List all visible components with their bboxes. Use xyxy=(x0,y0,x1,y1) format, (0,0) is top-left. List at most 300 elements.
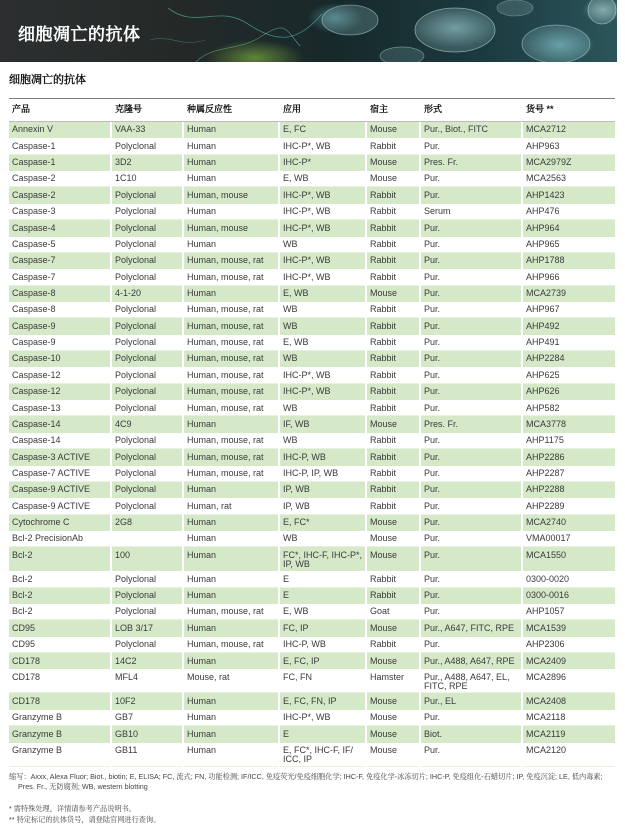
cell-host: Mouse xyxy=(367,726,421,742)
cell-species-reactivity: Human xyxy=(184,155,280,171)
cell-application: FC*, IHC-F, IHC-P*, IP, WB xyxy=(280,547,367,571)
cell-format: Pur. xyxy=(421,286,523,302)
cell-format: Pur. xyxy=(421,588,523,604)
catalog-number-note: ** 特定标记的抗体货号，请登陆官网进行查询。 xyxy=(9,815,161,824)
cell-clone: 1C10 xyxy=(112,171,184,187)
cell-catalog-number: AHP2289 xyxy=(523,498,615,514)
table-row xyxy=(9,367,615,383)
table-row xyxy=(9,637,615,653)
cell-application: WB xyxy=(280,351,367,367)
cell-catalog-number: MCA2408 xyxy=(523,693,615,709)
table-row xyxy=(9,571,615,587)
table-row xyxy=(9,237,615,253)
cell-catalog-number: AHP1057 xyxy=(523,604,615,620)
cell-clone: GB7 xyxy=(112,710,184,726)
cell-catalog-number: AHP2306 xyxy=(523,637,615,653)
banner-cell xyxy=(497,0,533,16)
cell-clone: Polyclonal xyxy=(112,466,184,482)
cell-clone: 100 xyxy=(112,547,184,571)
cell-catalog-number: MCA2896 xyxy=(523,669,615,693)
cell-clone: Polyclonal xyxy=(112,318,184,334)
table-row xyxy=(9,743,615,767)
cell-host: Rabbit xyxy=(367,571,421,587)
cell-format: Pur. xyxy=(421,547,523,571)
cell-clone: Polyclonal xyxy=(112,269,184,285)
cell-host: Mouse xyxy=(367,416,421,432)
cell-application: IHC-P*, WB xyxy=(280,204,367,220)
cell-application: E, FC xyxy=(280,122,367,138)
cell-product: CD95 xyxy=(9,620,112,636)
cell-format: Pres. Fr. xyxy=(421,416,523,432)
cell-product: Cytochrome C xyxy=(9,515,112,531)
cell-host: Rabbit xyxy=(367,220,421,236)
cell-host: Rabbit xyxy=(367,449,421,465)
cell-product: Caspase-9 xyxy=(9,335,112,351)
cell-clone: Polyclonal xyxy=(112,449,184,465)
cell-product: Bcl-2 xyxy=(9,588,112,604)
antibody-table xyxy=(9,98,615,767)
cell-catalog-number: AHP1175 xyxy=(523,433,615,449)
cell-product: Caspase-1 xyxy=(9,138,112,154)
cell-species-reactivity: Human xyxy=(184,204,280,220)
cell-host: Rabbit xyxy=(367,253,421,269)
banner-cell xyxy=(322,5,378,35)
table-row xyxy=(9,286,615,302)
cell-host: Rabbit xyxy=(367,588,421,604)
cell-host: Rabbit xyxy=(367,466,421,482)
banner-cell xyxy=(522,25,590,62)
cell-product: Annexin V xyxy=(9,122,112,138)
cell-format: Pur. xyxy=(421,743,523,767)
cell-species-reactivity: Human xyxy=(184,571,280,587)
special-handling-note: * 需特殊处理，详情请参考产品说明书。 xyxy=(9,804,136,813)
table-row xyxy=(9,253,615,269)
cell-product: Caspase-13 xyxy=(9,400,112,416)
cell-catalog-number: AHP625 xyxy=(523,367,615,383)
cell-clone: VAA-33 xyxy=(112,122,184,138)
cell-application: E xyxy=(280,726,367,742)
cell-product: Caspase-9 ACTIVE xyxy=(9,498,112,514)
cell-species-reactivity: Mouse, rat xyxy=(184,669,280,693)
cell-species-reactivity: Human, mouse, rat xyxy=(184,433,280,449)
cell-species-reactivity: Human xyxy=(184,237,280,253)
cell-catalog-number: AHP965 xyxy=(523,237,615,253)
cell-host: Rabbit xyxy=(367,335,421,351)
table-row xyxy=(9,416,615,432)
cell-catalog-number: AHP2288 xyxy=(523,482,615,498)
cell-host: Hamster xyxy=(367,669,421,693)
cell-clone: Polyclonal xyxy=(112,384,184,400)
cell-application: IHC-P*, WB xyxy=(280,384,367,400)
cell-host: Mouse xyxy=(367,286,421,302)
table-row xyxy=(9,171,615,187)
cell-product: Caspase-7 xyxy=(9,269,112,285)
cell-application: E, WB xyxy=(280,171,367,187)
cell-species-reactivity: Human, mouse, rat xyxy=(184,449,280,465)
table-row xyxy=(9,653,615,669)
cell-species-reactivity: Human xyxy=(184,416,280,432)
cell-application: WB xyxy=(280,237,367,253)
cell-product: Caspase-2 xyxy=(9,187,112,203)
cell-product: Caspase-5 xyxy=(9,237,112,253)
cell-application: WB xyxy=(280,433,367,449)
header-host: 宿主 xyxy=(367,98,421,122)
table-row xyxy=(9,302,615,318)
cell-format: Pur. xyxy=(421,367,523,383)
cell-clone: Polyclonal xyxy=(112,433,184,449)
cell-catalog-number: AHP966 xyxy=(523,269,615,285)
cell-format: Pur. xyxy=(421,138,523,154)
banner-cell xyxy=(415,8,495,52)
cell-product: Bcl-2 xyxy=(9,604,112,620)
cell-application: FC, IP xyxy=(280,620,367,636)
cell-application: IHC-P*, WB xyxy=(280,253,367,269)
cell-species-reactivity: Human xyxy=(184,653,280,669)
cell-host: Rabbit xyxy=(367,498,421,514)
cell-application: E, WB xyxy=(280,286,367,302)
cell-format: Pur. xyxy=(421,335,523,351)
table-row xyxy=(9,351,615,367)
cell-application: IP, WB xyxy=(280,498,367,514)
cell-clone: 4C9 xyxy=(112,416,184,432)
cell-species-reactivity: Human xyxy=(184,171,280,187)
table-row xyxy=(9,482,615,498)
cell-product: Caspase-8 xyxy=(9,302,112,318)
cell-application: IHC-P*, WB xyxy=(280,138,367,154)
cell-clone: Polyclonal xyxy=(112,351,184,367)
cell-product: Caspase-4 xyxy=(9,220,112,236)
cell-host: Rabbit xyxy=(367,400,421,416)
star-notes xyxy=(9,803,609,825)
cell-format: Pur. xyxy=(421,433,523,449)
cell-product: CD178 xyxy=(9,653,112,669)
cell-catalog-number: AHP582 xyxy=(523,400,615,416)
table-header-row xyxy=(9,98,615,122)
cell-format: Pur. xyxy=(421,466,523,482)
cell-format: Pur. xyxy=(421,187,523,203)
banner-filament xyxy=(168,8,322,37)
table-row xyxy=(9,204,615,220)
cell-catalog-number: MCA1539 xyxy=(523,620,615,636)
cell-clone: 3D2 xyxy=(112,155,184,171)
cell-product: Caspase-10 xyxy=(9,351,112,367)
cell-host: Mouse xyxy=(367,171,421,187)
cell-catalog-number: AHP967 xyxy=(523,302,615,318)
cell-product: Caspase-14 xyxy=(9,416,112,432)
cell-catalog-number: AHP964 xyxy=(523,220,615,236)
cell-catalog-number: AHP2287 xyxy=(523,466,615,482)
cell-host: Rabbit xyxy=(367,637,421,653)
table-row xyxy=(9,498,615,514)
cell-host: Rabbit xyxy=(367,318,421,334)
cell-clone: GB10 xyxy=(112,726,184,742)
table-header xyxy=(9,98,615,122)
cell-clone: Polyclonal xyxy=(112,220,184,236)
cell-species-reactivity: Human xyxy=(184,743,280,767)
cell-host: Mouse xyxy=(367,620,421,636)
cell-host: Rabbit xyxy=(367,237,421,253)
cell-species-reactivity: Human, mouse, rat xyxy=(184,351,280,367)
cell-catalog-number: MCA2120 xyxy=(523,743,615,767)
footnotes xyxy=(9,772,609,825)
cell-species-reactivity: Human, mouse, rat xyxy=(184,604,280,620)
cell-application: IHC-P*, WB xyxy=(280,367,367,383)
cell-format: Pur. xyxy=(421,220,523,236)
cell-host: Rabbit xyxy=(367,269,421,285)
cell-format: Pur., EL xyxy=(421,693,523,709)
cell-format: Pur., A647, FITC, RPE xyxy=(421,620,523,636)
cell-format: Pur., A488, A647, RPE xyxy=(421,653,523,669)
cell-application: IHC-P*, WB xyxy=(280,187,367,203)
cell-product: Caspase-12 xyxy=(9,367,112,383)
cell-catalog-number: AHP963 xyxy=(523,138,615,154)
cell-host: Rabbit xyxy=(367,433,421,449)
cell-clone: Polyclonal xyxy=(112,571,184,587)
cell-application: WB xyxy=(280,400,367,416)
cell-application: WB xyxy=(280,318,367,334)
table-row xyxy=(9,466,615,482)
cell-host: Rabbit xyxy=(367,187,421,203)
cell-host: Rabbit xyxy=(367,482,421,498)
cell-catalog-number: 0300-0020 xyxy=(523,571,615,587)
cell-host: Mouse xyxy=(367,531,421,547)
cell-format: Pur. xyxy=(421,269,523,285)
cell-application: E, FC* xyxy=(280,515,367,531)
cell-product: Caspase-9 xyxy=(9,318,112,334)
cell-catalog-number: MCA2739 xyxy=(523,286,615,302)
cell-species-reactivity: Human, mouse, rat xyxy=(184,335,280,351)
cell-product: Caspase-7 ACTIVE xyxy=(9,466,112,482)
cell-product: Caspase-8 xyxy=(9,286,112,302)
cell-host: Mouse xyxy=(367,122,421,138)
cell-format: Pur. xyxy=(421,710,523,726)
abbreviations-note: 缩写：Axxx, Alexa Fluor; Biot., biotin; E, ELISA; FC, 流式; FN, 功能检测; IF/ICC, 免疫荧光/免疫细胞化学; IHC-F, 免疫化学-冰冻切片; IHC-P, 免疫组化-石蜡切片; IP, 免疫沉淀; LE, 低内毒素; Pres. Fr., 无防腐剂; WB, western blotting xyxy=(9,772,603,791)
cell-species-reactivity: Human xyxy=(184,515,280,531)
header-product: 产品 xyxy=(9,98,112,122)
cell-species-reactivity: Human, mouse, rat xyxy=(184,367,280,383)
table-row xyxy=(9,669,615,693)
table-row xyxy=(9,155,615,171)
cell-format: Pur. xyxy=(421,604,523,620)
cell-product: Caspase-3 xyxy=(9,204,112,220)
cell-species-reactivity: Human xyxy=(184,588,280,604)
cell-application: IHC-P*, WB xyxy=(280,269,367,285)
cell-species-reactivity: Human, mouse, rat xyxy=(184,400,280,416)
cell-format: Pur. xyxy=(421,237,523,253)
cell-application: WB xyxy=(280,302,367,318)
cell-application: IHC-P*, WB xyxy=(280,710,367,726)
cell-product: Caspase-1 xyxy=(9,155,112,171)
cell-format: Pur. xyxy=(421,400,523,416)
banner-cell xyxy=(588,0,616,24)
cell-format: Pur. xyxy=(421,449,523,465)
cell-host: Rabbit xyxy=(367,302,421,318)
cell-clone: 4-1-20 xyxy=(112,286,184,302)
cell-format: Pur. xyxy=(421,253,523,269)
cell-host: Mouse xyxy=(367,653,421,669)
cell-species-reactivity: Human, mouse, rat xyxy=(184,637,280,653)
cell-catalog-number: MCA2979Z xyxy=(523,155,615,171)
cell-species-reactivity: Human xyxy=(184,693,280,709)
banner-title: 细胞凋亡的抗体 xyxy=(18,25,141,44)
cell-format: Pur. xyxy=(421,351,523,367)
cell-host: Mouse xyxy=(367,710,421,726)
cell-product: CD95 xyxy=(9,637,112,653)
cell-clone: Polyclonal xyxy=(112,498,184,514)
cell-host: Rabbit xyxy=(367,351,421,367)
table-row xyxy=(9,531,615,547)
cell-clone: 2G8 xyxy=(112,515,184,531)
cell-clone: Polyclonal xyxy=(112,204,184,220)
cell-format: Pres. Fr. xyxy=(421,155,523,171)
cell-clone: Polyclonal xyxy=(112,253,184,269)
table-row xyxy=(9,620,615,636)
cell-application: E, FC, FN, IP xyxy=(280,693,367,709)
cell-product: Granzyme B xyxy=(9,726,112,742)
table-body xyxy=(9,122,615,767)
cell-species-reactivity: Human xyxy=(184,531,280,547)
cell-application: IF, WB xyxy=(280,416,367,432)
cell-application: IHC-P, WB xyxy=(280,637,367,653)
cell-host: Goat xyxy=(367,604,421,620)
cell-clone xyxy=(112,531,184,547)
cell-species-reactivity: Human xyxy=(184,710,280,726)
cell-product: Bcl-2 PrecisionAb xyxy=(9,531,112,547)
cell-application: IHC-P, IP, WB xyxy=(280,466,367,482)
cell-application: IHC-P, WB xyxy=(280,449,367,465)
cell-catalog-number: 0300-0016 xyxy=(523,588,615,604)
cell-application: FC, FN xyxy=(280,669,367,693)
cell-species-reactivity: Human xyxy=(184,482,280,498)
cell-catalog-number: MCA2740 xyxy=(523,515,615,531)
cell-clone: Polyclonal xyxy=(112,604,184,620)
table-row xyxy=(9,515,615,531)
cell-species-reactivity: Human, mouse, rat xyxy=(184,318,280,334)
cell-format: Pur. xyxy=(421,302,523,318)
table-row xyxy=(9,220,615,236)
cell-clone: Polyclonal xyxy=(112,335,184,351)
cell-catalog-number: AHP476 xyxy=(523,204,615,220)
cell-product: CD178 xyxy=(9,693,112,709)
cell-host: Mouse xyxy=(367,547,421,571)
cell-host: Rabbit xyxy=(367,138,421,154)
cell-format: Pur. xyxy=(421,515,523,531)
cell-product: Caspase-9 ACTIVE xyxy=(9,482,112,498)
cell-format: Pur. xyxy=(421,571,523,587)
cell-catalog-number: MCA2563 xyxy=(523,171,615,187)
cell-host: Rabbit xyxy=(367,204,421,220)
table-row xyxy=(9,269,615,285)
cell-species-reactivity: Human xyxy=(184,547,280,571)
header-clone: 克隆号 xyxy=(112,98,184,122)
cell-application: IHC-P* xyxy=(280,155,367,171)
cell-catalog-number: AHP491 xyxy=(523,335,615,351)
cell-species-reactivity: Human, mouse, rat xyxy=(184,384,280,400)
cell-format: Pur. xyxy=(421,498,523,514)
cell-format: Pur. xyxy=(421,531,523,547)
cell-host: Mouse xyxy=(367,515,421,531)
cell-product: Caspase-7 xyxy=(9,253,112,269)
cell-format: Biot. xyxy=(421,726,523,742)
cell-format: Pur. xyxy=(421,637,523,653)
table-row xyxy=(9,604,615,620)
cell-catalog-number: MCA2712 xyxy=(523,122,615,138)
banner-filament xyxy=(196,28,300,62)
cell-application: WB xyxy=(280,531,367,547)
cell-clone: GB11 xyxy=(112,743,184,767)
cell-catalog-number: MCA1550 xyxy=(523,547,615,571)
cell-species-reactivity: Human, mouse, rat xyxy=(184,466,280,482)
cell-application: E xyxy=(280,571,367,587)
cell-species-reactivity: Human, mouse, rat xyxy=(184,253,280,269)
cell-product: Caspase-14 xyxy=(9,433,112,449)
cell-catalog-number: AHP1423 xyxy=(523,187,615,203)
header-banner xyxy=(0,0,617,62)
cell-product: CD178 xyxy=(9,669,112,693)
header-application: 应用 xyxy=(280,98,367,122)
cell-catalog-number: MCA2118 xyxy=(523,710,615,726)
section-title: 细胞凋亡的抗体 xyxy=(9,74,86,86)
cell-species-reactivity: Human xyxy=(184,122,280,138)
cell-catalog-number: VMA00017 xyxy=(523,531,615,547)
cell-product: Caspase-2 xyxy=(9,171,112,187)
banner-cell xyxy=(380,47,424,62)
cell-species-reactivity: Human, rat xyxy=(184,498,280,514)
cell-clone: Polyclonal xyxy=(112,588,184,604)
table-row xyxy=(9,433,615,449)
cell-clone: LOB 3/17 xyxy=(112,620,184,636)
cell-format: Pur. xyxy=(421,482,523,498)
cell-clone: Polyclonal xyxy=(112,302,184,318)
cell-species-reactivity: Human, mouse xyxy=(184,187,280,203)
cell-species-reactivity: Human, mouse xyxy=(184,220,280,236)
cell-product: Granzyme B xyxy=(9,710,112,726)
cell-product: Caspase-3 ACTIVE xyxy=(9,449,112,465)
cell-clone: Polyclonal xyxy=(112,400,184,416)
cell-catalog-number: AHP1788 xyxy=(523,253,615,269)
banner-filament xyxy=(150,38,205,42)
cell-species-reactivity: Human xyxy=(184,286,280,302)
cell-clone: Polyclonal xyxy=(112,637,184,653)
table-row xyxy=(9,710,615,726)
cell-species-reactivity: Human, mouse, rat xyxy=(184,302,280,318)
table-row xyxy=(9,449,615,465)
cell-application: E, FC*, IHC-F, IF/ ICC, IP xyxy=(280,743,367,767)
cell-product: Bcl-2 xyxy=(9,571,112,587)
cell-clone: 10F2 xyxy=(112,693,184,709)
cell-application: E, FC, IP xyxy=(280,653,367,669)
cell-host: Rabbit xyxy=(367,384,421,400)
header-format: 形式 xyxy=(421,98,523,122)
cell-catalog-number: AHP626 xyxy=(523,384,615,400)
table-row xyxy=(9,547,615,571)
cell-application: E xyxy=(280,588,367,604)
cell-host: Mouse xyxy=(367,155,421,171)
table-row xyxy=(9,318,615,334)
cell-clone: Polyclonal xyxy=(112,138,184,154)
cell-format: Pur., A488, A647, EL, FITC, RPE xyxy=(421,669,523,693)
cell-application: E, WB xyxy=(280,335,367,351)
table-row xyxy=(9,187,615,203)
cell-catalog-number: AHP492 xyxy=(523,318,615,334)
table-row xyxy=(9,588,615,604)
cell-product: Caspase-12 xyxy=(9,384,112,400)
cell-catalog-number: AHP2286 xyxy=(523,449,615,465)
table-row xyxy=(9,122,615,138)
cell-clone: Polyclonal xyxy=(112,482,184,498)
cell-clone: Polyclonal xyxy=(112,187,184,203)
table-row xyxy=(9,335,615,351)
